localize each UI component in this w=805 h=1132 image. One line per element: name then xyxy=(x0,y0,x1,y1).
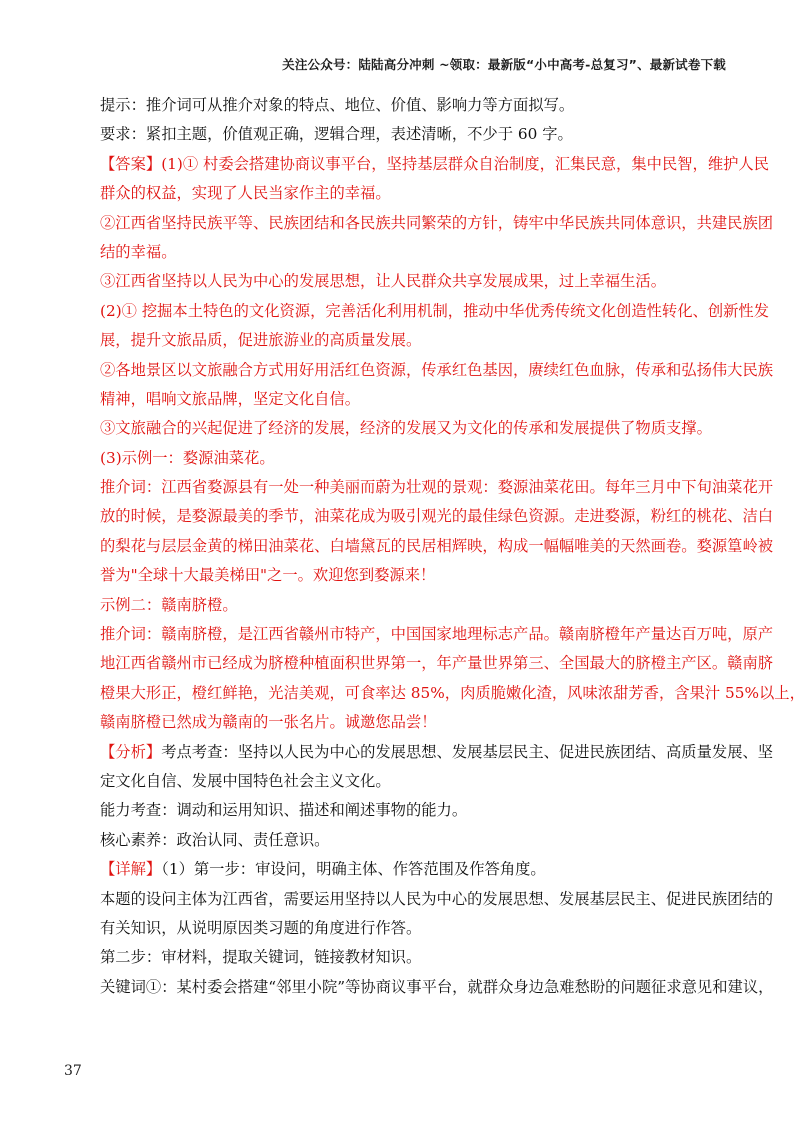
line-text: (2)① 挖掘本土特色的文化资源，完善活化利用机制，推动中华优秀传统文化创造性转化、创新性发 xyxy=(100,301,770,320)
text-line xyxy=(100,973,774,1002)
line-text: ③文旅融合的兴起促进了经济的发展，经济的发展又为文化的传承和发展提供了物质支撑。 xyxy=(100,419,712,438)
text-line xyxy=(100,532,774,561)
line-text: 要求：紧扣主题，价值观正确，逻辑合理，表述清晰，不少于 60 字。 xyxy=(100,125,573,144)
line-text: 推介词：赣南脐橙，是江西省赣州市特产，中国国家地理标志产品。赣南脐橙年产量达百万吨，原产 xyxy=(100,625,774,644)
text-line xyxy=(100,444,734,473)
text-line xyxy=(100,620,774,649)
text-line xyxy=(100,767,734,796)
section-tag: 【答案】 xyxy=(100,154,162,173)
text-line xyxy=(100,385,734,414)
line-text: ②各地景区以文旅融合方式用好用活红色资源，传承红色基因，赓续红色血脉，传承和弘扬伟大民族 xyxy=(100,360,774,379)
line-text: 能力考查：调动和运用知识、描述和阐述事物的能力。 xyxy=(100,801,468,820)
text-line xyxy=(100,150,770,179)
line-text: ③江西省坚持以人民为中心的发展思想，让人民群众共享发展成果，过上幸福生活。 xyxy=(100,272,666,291)
text-line xyxy=(100,738,774,767)
line-text: 的梨花与层层金黄的梯田油菜花、白墙黛瓦的民居相辉映，构成一幅幅唯美的天然画卷。婺源篁岭被 xyxy=(100,536,774,555)
text-line xyxy=(100,473,774,502)
text-line xyxy=(100,326,734,355)
text-line xyxy=(100,708,734,737)
text-line xyxy=(100,943,734,972)
line-text: ②江西省坚持民族平等、民族团结和各民族共同繁荣的方针，铸牢中华民族共同体意识，共建民族团 xyxy=(100,213,774,232)
line-text: 地江西省赣州市已经成为脐橙种植面积世界第一，年产量世界第三、全国最大的脐橙主产区。赣南脐 xyxy=(100,654,774,673)
line-text: 展，提升文旅品质，促进旅游业的高质量发展。 xyxy=(100,331,422,350)
line-text: 群众的权益，实现了人民当家作主的幸福。 xyxy=(100,184,391,203)
line-text: (1)① 村委会搭建协商议事平台，坚持基层群众自治制度，汇集民意，集中民智，维护人民 xyxy=(161,154,770,173)
text-line xyxy=(100,826,734,855)
text-line xyxy=(100,649,774,678)
text-line xyxy=(100,297,770,326)
line-text: 放的时候，是婺源最美的季节，油菜花成为吸引观光的最佳绿色资源。走进婺源，粉红的桃花、洁白 xyxy=(100,507,774,526)
text-line xyxy=(100,679,805,708)
line-text: 橙果大形正，橙红鲜艳，光洁美观，可食率达 85%，肉质脆嫩化渣，风味浓甜芳香，含果汁 55%以上， xyxy=(100,683,805,702)
line-text: 定文化自信、发展中国特色社会主义文化。 xyxy=(100,771,391,790)
line-text: 赣南脐橙已然成为赣南的一张名片。诚邀您品尝！ xyxy=(100,713,437,732)
line-text: 结的幸福。 xyxy=(100,242,177,261)
line-text: 核心素养：政治认同、责任意识。 xyxy=(100,830,330,849)
text-line xyxy=(100,209,774,238)
line-text: 第二步：审材料，提取关键词，链接教材知识。 xyxy=(100,948,422,967)
text-line xyxy=(100,120,734,149)
page-header: 关注公众号：陆陆高分冲刺 ~领取：最新版“小中高考-总复习”、最新试卷下载 xyxy=(282,57,726,72)
text-line xyxy=(100,414,734,443)
text-line xyxy=(100,914,734,943)
line-text: (3)示例一：婺源油菜花。 xyxy=(100,448,275,467)
text-line xyxy=(100,91,734,120)
text-line xyxy=(100,855,734,884)
text-line xyxy=(100,238,734,267)
line-text: 关键词①：某村委会搭建“邻里小院”等协商议事平台，就群众身边急难愁盼的问题征求意见和建议， xyxy=(100,977,774,996)
line-text: 推介词：江西省婺源县有一处一种美丽而蔚为壮观的景观：婺源油菜花田。每年三月中下旬油菜花开 xyxy=(100,478,774,497)
text-line xyxy=(100,796,734,825)
line-text: 有关知识，从说明原因类习题的角度进行作答。 xyxy=(100,918,422,937)
line-text: 示例二：赣南脐橙。 xyxy=(100,595,238,614)
document-body xyxy=(100,91,805,1002)
text-line xyxy=(100,502,774,531)
line-text: （1）第一步：审设问，明确主体、作答范围及作答角度。 xyxy=(161,860,546,879)
section-tag: 【分析】 xyxy=(100,742,162,761)
text-line xyxy=(100,356,774,385)
line-text: 考点考查：坚持以人民为中心的发展思想、发展基层民主、促进民族团结、高质量发展、坚 xyxy=(161,742,774,761)
line-text: 提示：推介词可从推介对象的特点、地位、价值、影响力等方面拟写。 xyxy=(100,96,575,114)
text-line xyxy=(100,267,734,296)
text-line xyxy=(100,561,734,590)
line-text: 本题的设问主体为江西省，需要运用坚持以人民为中心的发展思想、发展基层民主、促进民族团结的 xyxy=(100,889,774,908)
page-number: 37 xyxy=(64,1063,82,1079)
line-text: 誉为"全球十大最美梯田"之一。欢迎您到婺源来！ xyxy=(100,566,436,585)
line-text: 精神，唱响文旅品牌，坚定文化自信。 xyxy=(100,389,361,408)
section-tag: 【详解】 xyxy=(100,860,162,879)
text-line xyxy=(100,179,734,208)
text-line xyxy=(100,885,774,914)
text-line xyxy=(100,591,734,620)
